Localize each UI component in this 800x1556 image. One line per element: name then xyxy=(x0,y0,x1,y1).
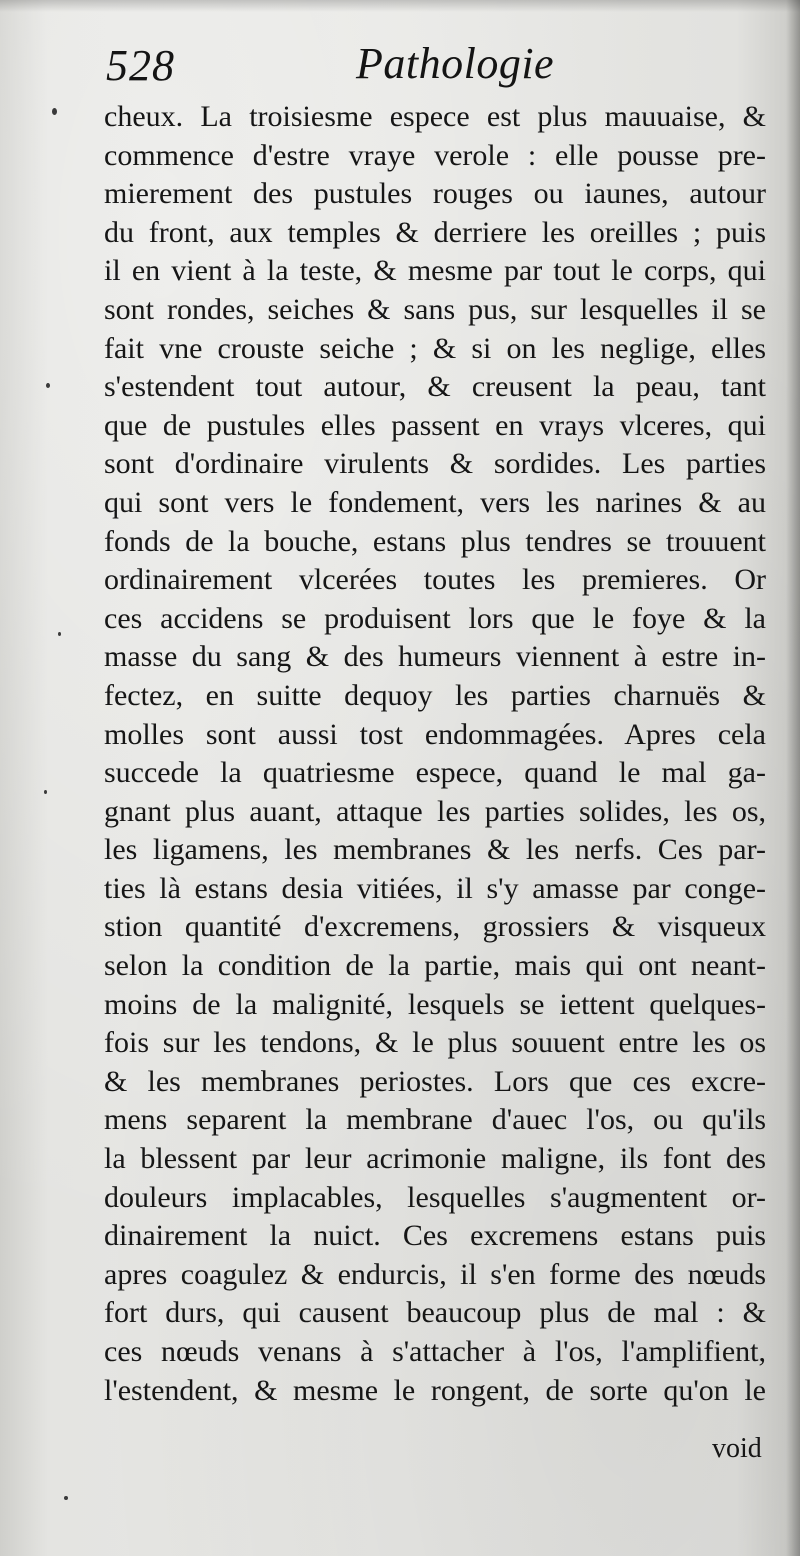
text-line: du front, aux temples & derriere les oreilles ; puis xyxy=(104,215,766,249)
text-line: stion quantité d'excremens, grossiers & visqueux xyxy=(104,910,766,944)
text-line: apres coagulez & endurcis, il s'en forme des nœuds xyxy=(104,1257,766,1291)
text-line: gnant plus auant, attaque les parties solides, les os, xyxy=(104,794,766,828)
text-line: ties là estans desia vitiées, il s'y amasse par conge- xyxy=(104,871,766,905)
text-line: masse du sang & des humeurs viennent à estre in- xyxy=(104,640,766,674)
text-line: succede la quatriesme espece, quand le mal ga- xyxy=(104,756,766,790)
catchword: void xyxy=(712,1433,762,1464)
running-title: Pathologie xyxy=(356,39,555,88)
ink-speck xyxy=(46,383,50,388)
text-line: qui sont vers le fondement, vers les narines & au xyxy=(104,485,766,519)
text-line: ces accidens se produisent lors que le foye & la xyxy=(104,601,766,635)
ink-speck xyxy=(44,790,47,794)
text-line: & les membranes periostes. Lors que ces excre- xyxy=(104,1064,766,1098)
text-line: que de pustules elles passent en vrays vlceres, qui xyxy=(104,408,766,442)
page-number: 528 xyxy=(106,41,175,90)
text-line: sont rondes, seiches & sans pus, sur lesquelles il se xyxy=(104,292,766,326)
text-line: l'estendent, & mesme le rongent, de sorte qu'on le xyxy=(104,1373,766,1407)
text-line: mens separent la membrane d'auec l'os, ou qu'ils xyxy=(104,1103,766,1137)
text-line: fonds de la bouche, estans plus tendres se trouuent xyxy=(104,524,766,558)
text-line: fort durs, qui causent beaucoup plus de mal : & xyxy=(104,1296,766,1330)
text-line: sont d'ordinaire virulents & sordides. Les parties xyxy=(104,447,766,481)
body-text xyxy=(104,98,766,1410)
page-edge-shadow xyxy=(786,0,800,1556)
text-line: ces nœuds venans à s'attacher à l'os, l'amplifient, xyxy=(104,1335,766,1368)
text-line: fois sur les tendons, & le plus souuent entre les os xyxy=(104,1026,766,1060)
text-line: cheux. La troisiesme espece est plus mauuaise, & xyxy=(104,100,766,133)
text-line: dinairement la nuict. Ces excremens estans puis xyxy=(104,1219,766,1253)
text-line: fectez, en suitte dequoy les parties charnuës & xyxy=(104,678,766,712)
text-line: s'estendent tout autour, & creusent la peau, tant xyxy=(104,370,766,404)
text-line: ordinairement vlcerées toutes les premieres. Or xyxy=(104,563,766,597)
text-line: molles sont aussi tost endommagées. Apres cela xyxy=(104,717,766,751)
page-top-shadow xyxy=(0,0,800,12)
ink-speck xyxy=(52,108,57,115)
text-line: selon la condition de la partie, mais qui ont neant- xyxy=(104,949,766,983)
text-line: commence d'estre vraye verole : elle pousse pre- xyxy=(104,138,766,172)
text-line: moins de la malignité, lesquels se iettent quelques- xyxy=(104,987,766,1021)
text-line: il en vient à la teste, & mesme par tout le corps, qui xyxy=(104,254,766,288)
text-line: mierement des pustules rouges ou iaunes, autour xyxy=(104,177,766,211)
ink-speck xyxy=(58,632,61,636)
ink-speck xyxy=(64,1496,68,1500)
page-header xyxy=(0,38,800,98)
text-line: fait vne crouste seiche ; & si on les neglige, elles xyxy=(104,331,766,365)
text-line: les ligamens, les membranes & les nerfs. Ces par- xyxy=(104,833,766,867)
text-line: douleurs implacables, lesquelles s'augmentent or- xyxy=(104,1180,766,1214)
text-line: la blessent par leur acrimonie maligne, ils font des xyxy=(104,1142,766,1176)
